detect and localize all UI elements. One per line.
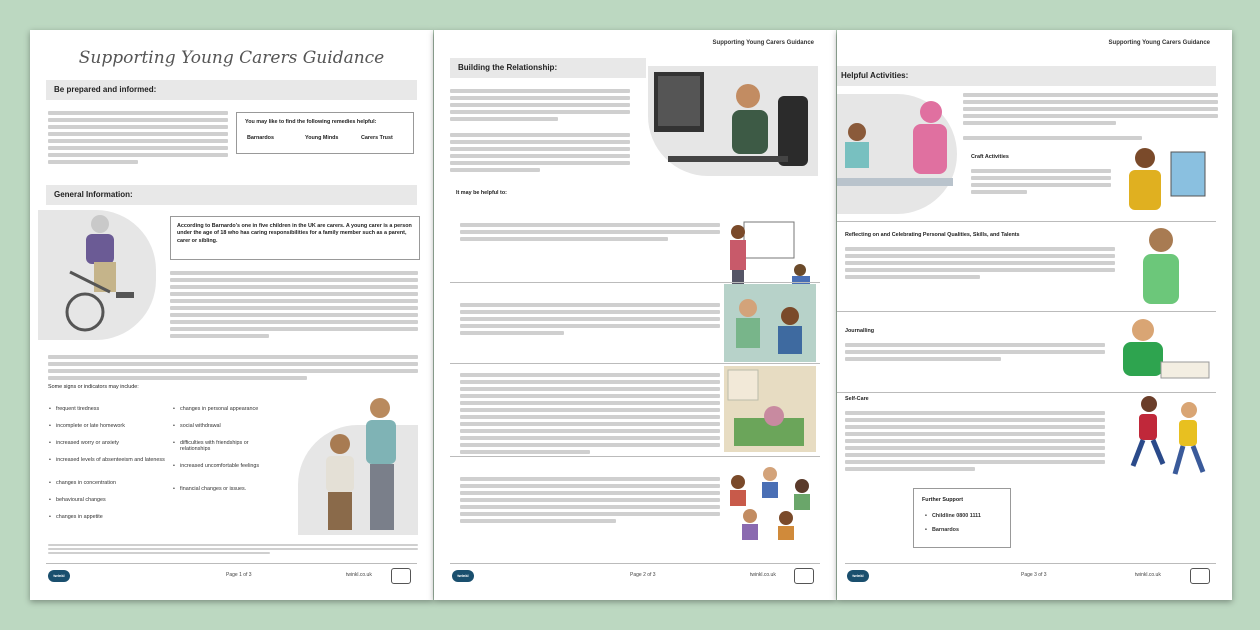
twinkl-logo: twinkl xyxy=(48,570,70,582)
paragraph-block xyxy=(963,90,1218,143)
section-heading-activities: Helpful Activities: xyxy=(837,66,1216,86)
quality-stamp-icon xyxy=(1190,568,1210,584)
activity-heading: Reflecting on and Celebrating Personal Qualities, Skills, and Talents xyxy=(845,232,1020,238)
page-header: Supporting Young Carers Guidance xyxy=(712,40,814,46)
quote-box: According to Barnardo's one in five children in the UK are carers. A young carer is a person under the age of 18 who has caring responsibilities for a family member such as a parent, carer or sibling. xyxy=(170,216,420,260)
paragraph-block xyxy=(845,244,1115,282)
page-number: Page 1 of 3 xyxy=(226,572,252,578)
list-item xyxy=(460,220,720,244)
adults-meeting-illustration xyxy=(724,284,816,362)
sign-item: • increased worry or anxiety xyxy=(56,440,119,446)
activity-heading: Craft Activities xyxy=(971,154,1009,160)
page-footer xyxy=(450,563,820,586)
paragraph-block xyxy=(845,408,1105,474)
sign-item: • increased levels of absenteeism and lateness xyxy=(56,457,176,463)
activity-heading: Journalling xyxy=(845,328,875,334)
sign-item: • behavioural changes xyxy=(56,497,106,503)
twinkl-logo: twinkl xyxy=(847,570,869,582)
person-at-computer-illustration xyxy=(648,66,818,176)
page-title: Supporting Young Carers Guidance xyxy=(78,48,385,68)
quality-stamp-icon xyxy=(391,568,411,584)
helpful-heading: It may be helpful to: xyxy=(456,190,507,196)
list-item xyxy=(460,474,720,526)
support-item: • Barnardos xyxy=(932,527,959,533)
list-item xyxy=(460,370,720,457)
remedy-item: Carers Trust xyxy=(361,135,393,141)
disclaimer-text xyxy=(48,542,418,556)
child-writing-journal-illustration xyxy=(1113,312,1213,388)
sign-item: • incomplete or late homework xyxy=(56,423,125,429)
divider xyxy=(450,282,820,283)
site-url: twinkl.co.uk xyxy=(750,572,776,578)
smiling-boy-illustration xyxy=(1127,222,1197,308)
section-heading-general: General Information: xyxy=(46,185,417,205)
paragraph-block xyxy=(170,268,418,341)
wheelchair-user-illustration xyxy=(50,212,150,337)
activity-heading: Self-Care xyxy=(845,396,869,402)
sign-item: • changes in appetite xyxy=(56,514,103,520)
page-number: Page 2 of 3 xyxy=(630,572,656,578)
remedy-item: Barnardos xyxy=(247,135,274,141)
sign-item: • frequent tiredness xyxy=(56,406,99,412)
sign-item: • increased uncomfortable feelings xyxy=(180,463,280,469)
list-item xyxy=(460,300,720,338)
support-group-illustration xyxy=(724,462,816,542)
paragraph-block xyxy=(450,86,630,175)
sign-item: • changes in concentration xyxy=(56,480,116,486)
adult-helping-child-illustration xyxy=(837,92,957,214)
document-page-2 xyxy=(434,30,836,600)
paragraph-block xyxy=(48,352,418,383)
section-heading-prepared: Be prepared and informed: xyxy=(46,80,417,100)
sign-item: • changes in personal appearance xyxy=(180,406,258,412)
signs-intro: Some signs or indicators may include: xyxy=(48,384,139,390)
document-page-3 xyxy=(837,30,1232,600)
carer-and-child-illustration xyxy=(308,394,418,534)
paragraph-block xyxy=(48,108,228,167)
remedies-box xyxy=(236,112,414,154)
sign-item: • financial changes or issues. xyxy=(180,486,246,492)
divider xyxy=(450,363,820,364)
page-number: Page 3 of 3 xyxy=(1021,572,1047,578)
divider xyxy=(450,456,820,457)
section-heading-relationship: Building the Relationship: xyxy=(450,58,646,78)
page-footer xyxy=(845,563,1216,586)
sign-item: • social withdrawal xyxy=(180,423,221,429)
site-url: twinkl.co.uk xyxy=(346,572,372,578)
child-painting-illustration xyxy=(1117,140,1213,218)
page-footer xyxy=(46,563,417,586)
children-running-illustration xyxy=(1121,392,1217,488)
further-support-box xyxy=(913,488,1011,548)
support-item: • Childline 0800 1111 xyxy=(932,513,981,519)
remedy-item: Young Minds xyxy=(305,135,339,141)
page-header: Supporting Young Carers Guidance xyxy=(1108,40,1210,46)
document-page-1 xyxy=(30,30,433,600)
twinkl-logo: twinkl xyxy=(452,570,474,582)
paragraph-block xyxy=(971,166,1111,197)
quiet-space-illustration xyxy=(724,366,816,452)
further-support-heading: Further Support xyxy=(922,497,964,503)
remedies-heading: You may like to find the following remedies helpful: xyxy=(245,119,377,125)
quality-stamp-icon xyxy=(794,568,814,584)
sign-item: • difficulties with friendships or relationships xyxy=(180,440,280,452)
site-url: twinkl.co.uk xyxy=(1135,572,1161,578)
paragraph-block xyxy=(845,340,1105,364)
